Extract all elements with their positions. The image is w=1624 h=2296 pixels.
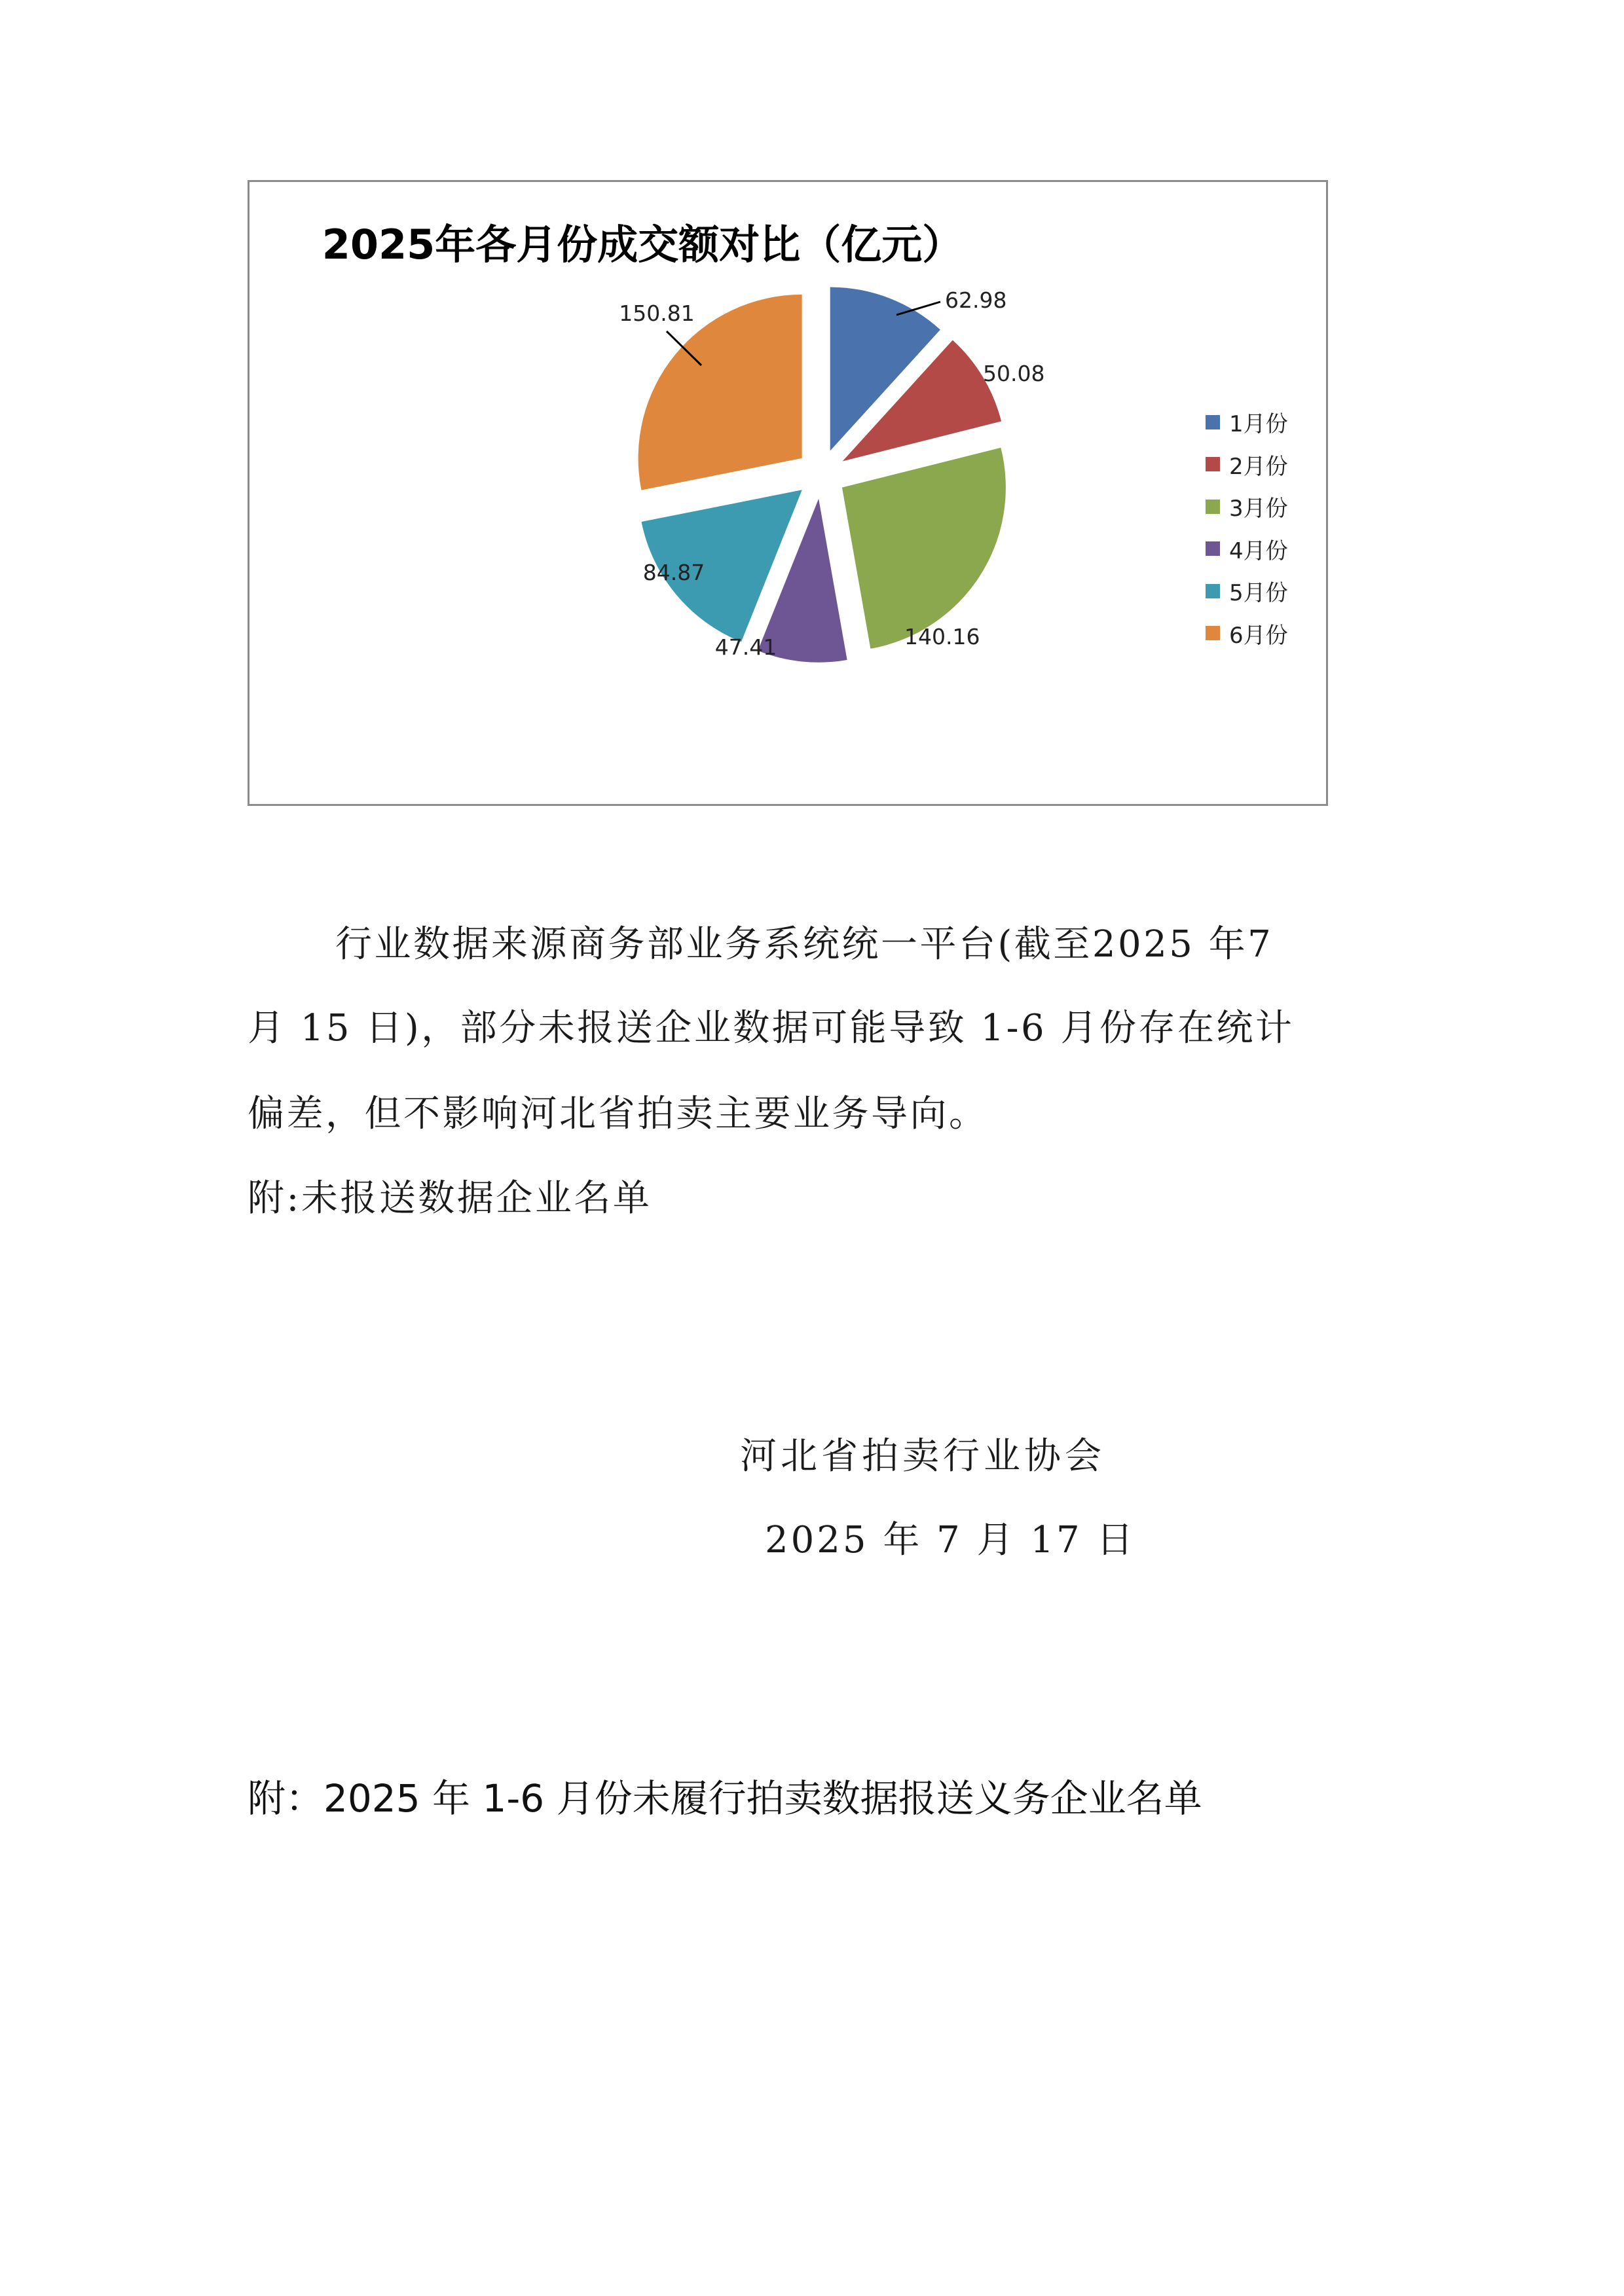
- legend-item-5: [1206, 575, 1288, 617]
- pie-plot: [249, 182, 1330, 808]
- pie-slice-3: [842, 448, 1006, 649]
- legend-label: 4月份: [1229, 538, 1288, 564]
- legend-label: 3月份: [1229, 496, 1288, 522]
- pie-chart: [248, 180, 1328, 806]
- legend-item-3: [1206, 490, 1288, 533]
- legend-item-6: [1206, 617, 1288, 660]
- data-label-1: 62.98: [945, 287, 1007, 313]
- attachment-note: 附:未报送数据企业名单: [248, 1177, 652, 1220]
- data-label-5: 84.87: [642, 560, 705, 585]
- legend-item-2: [1206, 448, 1288, 491]
- chart-title: 2025年各月份成交额对比（亿元）: [322, 221, 963, 268]
- body-paragraph-line-2: 月 15 日)，部分未报送企业数据可能导致 1-6 月份存在统计: [248, 1007, 1295, 1049]
- legend-swatch: [1206, 584, 1220, 598]
- chart-legend: [1206, 406, 1288, 659]
- attachment-title: 附：2025 年 1-6 月份未履行拍卖数据报送义务企业名单: [248, 1776, 1202, 1821]
- data-label-2: 50.08: [983, 361, 1045, 386]
- legend-item-4: [1206, 533, 1288, 575]
- signature-date: 2025 年 7 月 17 日: [765, 1519, 1136, 1561]
- legend-label: 6月份: [1229, 622, 1288, 649]
- legend-swatch: [1206, 541, 1220, 556]
- legend-swatch: [1206, 626, 1220, 640]
- legend-item-1: [1206, 406, 1288, 448]
- legend-swatch: [1206, 457, 1220, 471]
- signature-organization: 河北省拍卖行业协会: [740, 1435, 1105, 1478]
- legend-label: 2月份: [1229, 453, 1288, 480]
- legend-swatch: [1206, 500, 1220, 514]
- data-label-6: 150.81: [619, 301, 695, 326]
- legend-label: 5月份: [1229, 580, 1288, 606]
- data-label-4: 47.41: [714, 634, 777, 660]
- body-paragraph-line-1: 行业数据来源商务部业务系统统一平台(截至2025 年7: [335, 923, 1274, 966]
- data-label-3: 140.16: [904, 624, 980, 649]
- legend-label: 1月份: [1229, 411, 1288, 437]
- body-paragraph-line-3: 偏差，但不影响河北省拍卖主要业务导向。: [248, 1093, 988, 1135]
- legend-swatch: [1206, 415, 1220, 429]
